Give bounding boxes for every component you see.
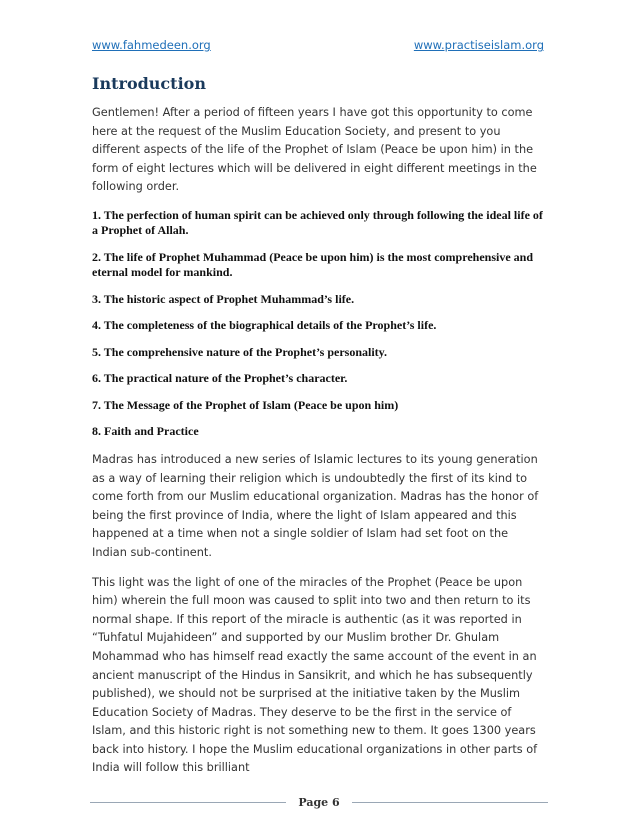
header-link-fahmedeen[interactable]: www.fahmedeen.org (92, 38, 211, 52)
lecture-item-5: 5. The comprehensive nature of the Prophet’s personality. (92, 344, 387, 359)
lecture-item-6: 6. The practical nature of the Prophet’s character. (92, 371, 348, 386)
lecture-item-4: 4. The completeness of the biographical details of the Prophet’s life. (92, 318, 437, 333)
footer-divider-right (352, 802, 548, 803)
lecture-item-1: 1. The perfection of human spirit can be achieved only through following the ideal life of a Prophet of Allah. (92, 207, 543, 238)
lecture-item-7: 7. The Message of the Prophet of Islam (Peace be upon him) (92, 397, 399, 412)
document-body (92, 104, 544, 789)
page-footer (90, 796, 548, 812)
page-title: Introduction (92, 74, 206, 93)
lecture-item-8: 8. Faith and Practice (92, 424, 199, 439)
madras-paragraph: Madras has introduced a new series of Islamic lectures to its young generation as a way of learning their religion which is undoubtedly the first of its kind to come forth from our Muslim educational organization. Madras has the honor of being the first province of India, where the light of Islam appeared and this happened at a time when not a single soldier of Islam had set foot on the Indian sub-continent. (92, 452, 539, 559)
header-link-practiseislam[interactable]: www.practiseislam.org (413, 38, 544, 52)
page-number: Page 6 (298, 796, 340, 809)
lecture-item-2: 2. The life of Prophet Muhammad (Peace be upon him) is the most comprehensive and eternal model for mankind. (92, 249, 533, 280)
miracle-paragraph: This light was the light of one of the miracles of the Prophet (Peace be upon him) wherein the full moon was caused to split into two and then return to its normal shape. If this report of the miracle is authentic (as it was reported in “Tuhfatul Mujahideen” and supported by our Muslim brother Dr. Ghulam Mohammad who has himself read exactly the same account of the event in an ancient manuscript of the Hindus in Sansikrit, and which he has subsequently published), we should not be surprised at the initiative taken by the Muslim Education Society of Madras. They deserve to be the first in the service of Islam, and this historic right is not something new to them. It goes 1300 years back into history. I hope the Muslim educational organizations in other parts of India will follow this brilliant (92, 575, 538, 775)
intro-paragraph: Gentlemen! After a period of fifteen years I have got this opportunity to come here at the request of the Muslim Education Society, and present to you different aspects of the life of the Prophet of Islam (Peace be upon him) in the form of eight lectures which will be delivered in eight different meetings in the following order. (92, 106, 537, 194)
lecture-item-3: 3. The historic aspect of Prophet Muhammad’s life. (92, 291, 355, 306)
